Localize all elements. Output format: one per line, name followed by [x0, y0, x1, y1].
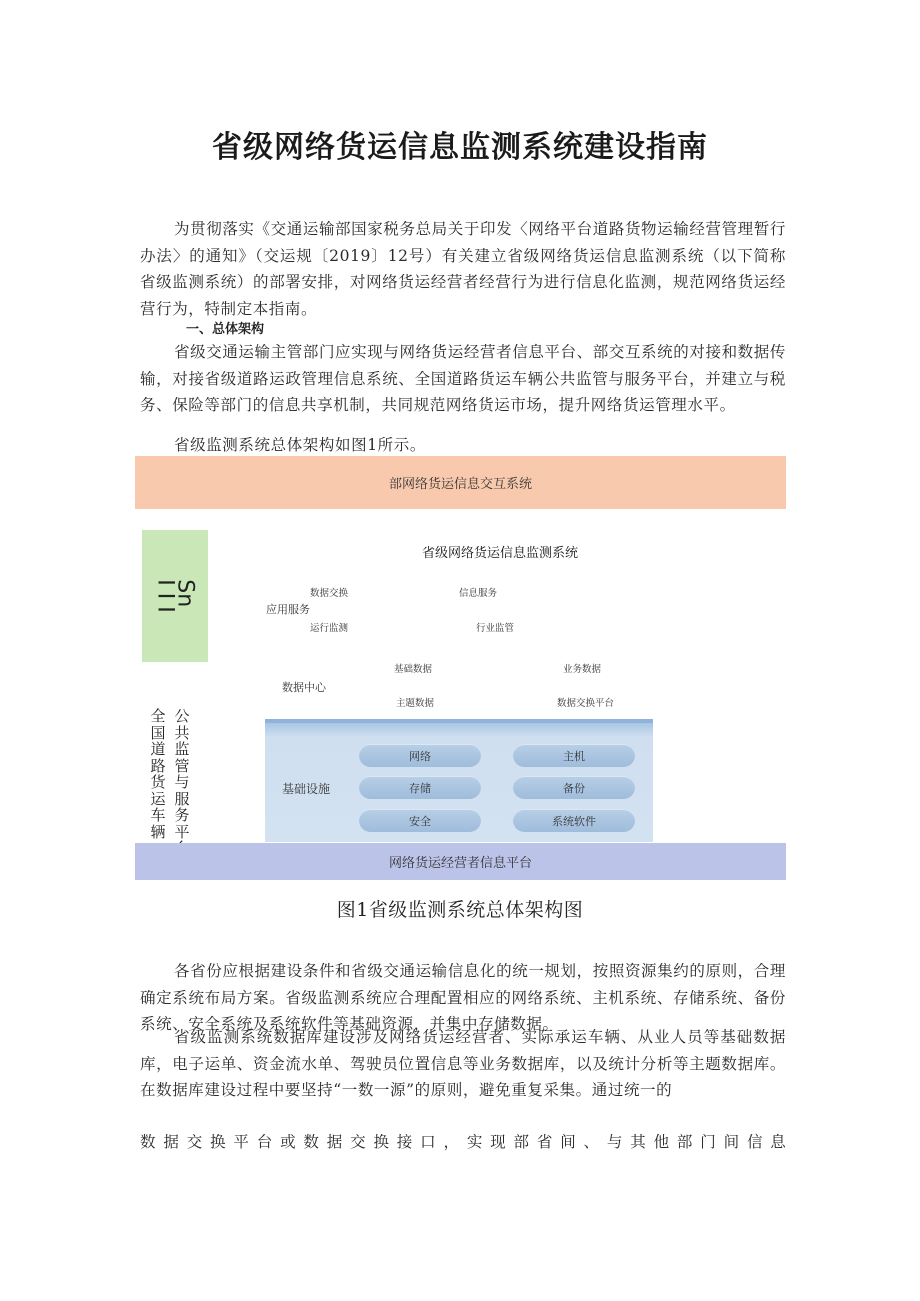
- tail-char: 交: [186, 1133, 203, 1151]
- data-item-thematic: 主题数据: [396, 698, 435, 709]
- provincial-transport-system-box: [142, 530, 208, 662]
- page-title: 省级网络货运信息监测系统建设指南: [212, 130, 708, 165]
- infra-item-backup: 备份: [513, 776, 635, 799]
- infra-item-security: 安全: [359, 809, 481, 832]
- infra-item-host: 主机: [513, 744, 635, 767]
- data-center-label: 数据中心: [282, 681, 326, 694]
- tail-char: 部: [513, 1133, 530, 1151]
- tail-char: 息: [770, 1133, 786, 1151]
- data-item-business: 业务数据: [563, 664, 602, 675]
- figure-caption: 图1省级监测系统总体架构图: [336, 899, 584, 921]
- green-box-text: Sn I I I: [152, 579, 198, 613]
- tail-char: 口: [420, 1133, 436, 1151]
- tail-char: 与: [606, 1133, 623, 1151]
- tail-char: 、: [583, 1133, 600, 1151]
- tail-char: ，: [443, 1133, 459, 1151]
- app-item-data-exchange: 数据交换: [310, 588, 349, 599]
- tail-char: 交: [350, 1133, 366, 1151]
- tail-char: 台: [256, 1133, 273, 1151]
- tail-char: 数: [303, 1133, 319, 1151]
- tail-char: 或: [280, 1133, 296, 1151]
- tail-char: 其: [630, 1133, 646, 1151]
- justified-last-line: [140, 1130, 786, 1152]
- database-paragraph: 省级监测系统数据库建设涉及网络货运经营者、实际承运车辆、从业人员等基础数据库，电子运单、资金流水单、驾驶员位置信息等业务数据库，以及统计分析等主题数据库。在数据库建设过程中要坚持“一数一源”的原则，避免重复采集。通过统一的: [140, 1028, 786, 1099]
- tail-char: 换: [210, 1133, 226, 1151]
- tail-char: 实: [466, 1133, 483, 1151]
- infra-item-storage: 存储: [359, 776, 481, 799]
- figure-reference-paragraph: 省级监测系统总体架构如图1所示。: [174, 436, 426, 454]
- tail-char: 部: [676, 1133, 693, 1151]
- infra-item-network: 网络: [359, 744, 481, 767]
- provincial-monitoring-system-title: 省级网络货运信息监测系统: [421, 546, 578, 561]
- operator-information-platform-bar: 网络货运经营者信息平台: [135, 843, 786, 880]
- infrastructure-label: 基础设施: [282, 782, 331, 796]
- national-freight-vehicle-label: 全国道路货运车辆: [150, 707, 166, 841]
- tail-char: 他: [653, 1133, 670, 1151]
- ministry-interaction-system-bar: 部网络货运信息交互系统: [135, 456, 786, 509]
- tail-char: 据: [163, 1133, 179, 1151]
- architecture-paragraph: 省级交通运输主管部门应实现与网络货运经营者信息平台、部交互系统的对接和数据传输，对接省级道路运政管理信息系统、全国道路货运车辆公共监管与服务平台，并建立与税务、保险等部门的信息共享机制，共同规范网络货运市场，提升网络货运管理水平。: [140, 343, 786, 414]
- tail-char: 接: [396, 1133, 413, 1151]
- app-services-label: 应用服务: [266, 603, 310, 616]
- data-item-basic: 基础数据: [394, 664, 433, 675]
- tail-char: 数: [140, 1133, 156, 1151]
- tail-char: 门: [700, 1133, 716, 1151]
- app-item-operation-monitoring: 运行监测: [310, 623, 349, 634]
- app-item-industry-supervision: 行业监管: [476, 623, 515, 634]
- layout-paragraph: 各省份应根据建设条件和省级交通运输信息化的统一规划，按照资源集约的原则，合理确定系统布局方案。省级监测系统应合理配置相应的网络系统、主机系统、存储系统、备份系统、安全系统及系统软件等基础资源，并集中存储数据。: [140, 962, 786, 1033]
- tail-char: 间: [560, 1133, 576, 1151]
- infra-item-system-software: 系统软件: [513, 809, 635, 832]
- tail-char: 平: [233, 1133, 249, 1151]
- intro-paragraph: 为贯彻落实《交通运输部国家税务总局关于印发〈网络平台道路货物运输经营管理暂行办法〉的通知》（交运规〔2019〕12号）有关建立省级网络货运信息监测系统（以下简称省级监测系统）的部署安排，对网络货运经营者经营行为进行信息化监测，规范网络货运经营行为，特制定本指南。: [140, 220, 786, 318]
- data-item-exchange-platform: 数据交换平台: [557, 698, 615, 709]
- app-item-info-service: 信息服务: [459, 588, 498, 599]
- tail-char: 信: [746, 1133, 763, 1151]
- public-supervision-platform-label: 公共监管与服务平: [174, 707, 190, 841]
- tail-char: 换: [373, 1133, 389, 1151]
- tail-char: 现: [490, 1133, 506, 1151]
- tail-char: 据: [326, 1133, 343, 1151]
- tail-char: 省: [536, 1133, 553, 1151]
- tail-char: 间: [723, 1133, 740, 1151]
- section-heading-architecture: 一、总体架构: [186, 322, 265, 337]
